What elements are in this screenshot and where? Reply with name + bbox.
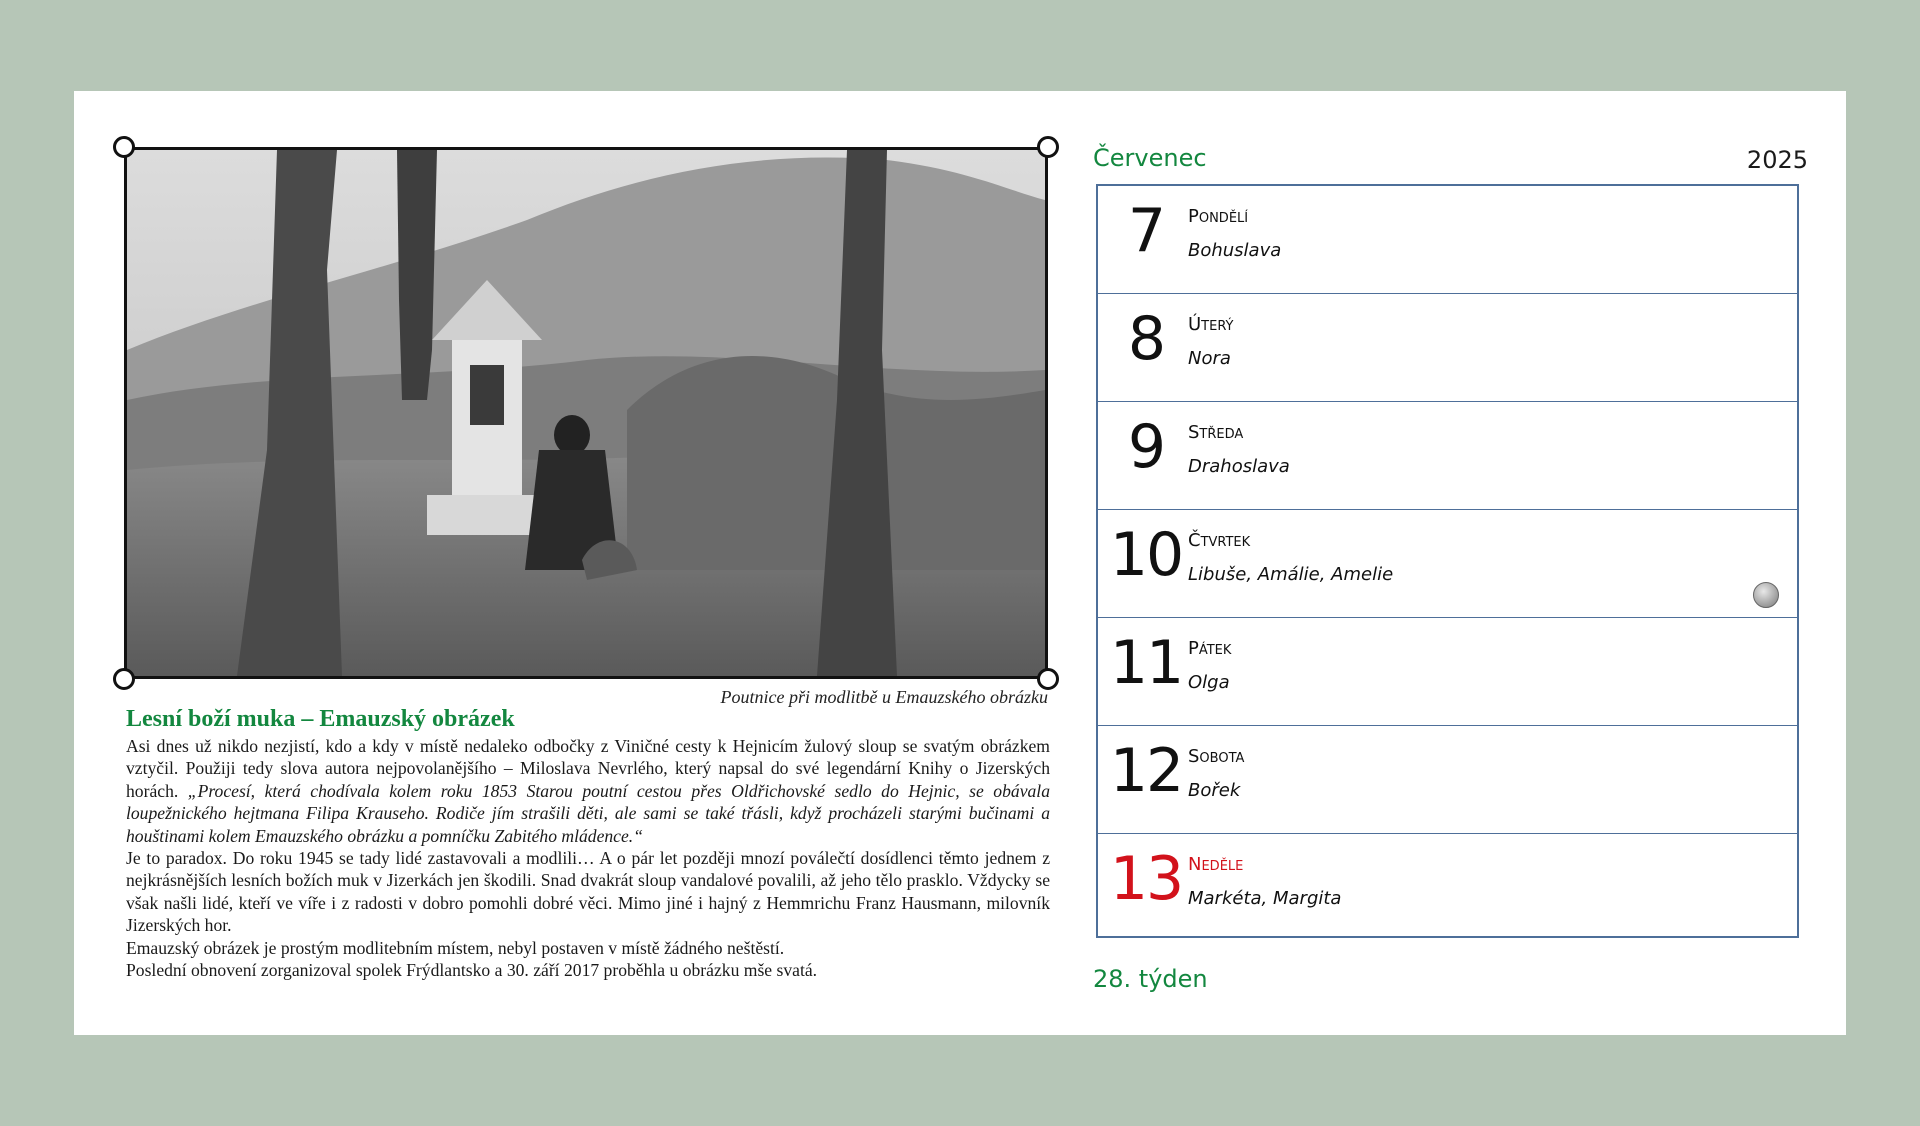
article-text: Asi dnes už nikdo nezjistí, kdo a kdy v místě nedaleko odbočky z Viničné cesty k Hejnicím žulový sloup se svatým obrázkem vztyčil. Použiji tedy slova autora nejpovolanějšího – Miloslava Nevrlého, který napsal do své legendární Knihy o Jizerských horách.: [126, 736, 1050, 801]
name-day: Olga: [1188, 672, 1230, 693]
day-name: Středa: [1188, 422, 1244, 443]
name-day: Bohuslava: [1188, 240, 1282, 261]
article-paragraph: Poslední obnovení zorganizoval spolek Frýdlantsko a 30. září 2017 proběhla u obrázku mše svatá.: [126, 960, 818, 981]
day-name: Sobota: [1188, 746, 1245, 767]
photo-corner: [1037, 136, 1059, 158]
day-number: 12: [1109, 736, 1183, 806]
day-name: Úterý: [1188, 314, 1234, 335]
article-paragraph: Emauzský obrázek je prostým modlitebním místem, nebyl postaven v místě žádného neštěstí.: [126, 937, 785, 958]
day-name: Neděle: [1188, 854, 1244, 875]
day-name: Čtvrtek: [1188, 530, 1251, 551]
full-moon-icon: [1753, 582, 1779, 608]
day-name: Pátek: [1188, 638, 1232, 659]
day-row: [1098, 186, 1797, 294]
day-row: [1098, 402, 1797, 510]
name-day: Drahoslava: [1188, 456, 1290, 477]
article-title: Lesní boží muka – Emauzský obrázek: [126, 706, 515, 732]
article-paragraph: [126, 735, 1050, 847]
name-day: Libuše, Amálie, Amelie: [1188, 564, 1394, 585]
day-name: Pondělí: [1188, 206, 1249, 227]
article-quote: „Procesí, která chodívala kolem roku 1853 Starou poutní cestou přes Oldřichovské sedlo do Hejnic, se obávala loupežnického hejtmana Filipa Krauseho. Rodiče jím strašili děti, ale sami se také třásli, když procházeli starými bučinami a houštinami kolem Emauzského obrázku a pomníčku Zabitého mládence.“: [126, 780, 1050, 846]
name-day: Nora: [1188, 348, 1231, 369]
day-number: 11: [1109, 628, 1183, 698]
week-number: 28. týden: [1093, 965, 1208, 993]
photo-illustration: [127, 150, 1045, 676]
day-number: 13: [1109, 844, 1183, 914]
day-number: 7: [1127, 196, 1165, 266]
year-label: 2025: [1746, 146, 1808, 174]
article-body: [126, 735, 1050, 981]
photo-caption: Poutnice při modlitbě u Emauzského obrázku: [720, 687, 1048, 707]
name-day: Markéta, Margita: [1188, 888, 1342, 909]
photo-corner: [113, 136, 135, 158]
week-grid: [1096, 184, 1799, 938]
day-number: 9: [1127, 412, 1165, 482]
calendar-page: [74, 91, 1846, 1035]
day-row: [1098, 510, 1797, 618]
day-number: 8: [1127, 304, 1165, 374]
month-title: Červenec: [1093, 144, 1207, 172]
photo: [124, 147, 1048, 679]
day-row: [1098, 726, 1797, 834]
day-number: 10: [1109, 520, 1183, 590]
day-row-sunday: [1098, 834, 1797, 942]
name-day: Bořek: [1188, 780, 1241, 801]
day-row: [1098, 294, 1797, 402]
article-paragraph: Je to paradox. Do roku 1945 se tady lidé zastavovali a modlili… A o pár let později mnozí poválečtí dosídlenci těmto jednem z nejkrásnějších lesních božích muk v Jizerkách jen škodili. Snad dvakrát sloup vandalové povalili, až jeho tělo prasklo. Vždycky se však našli lidé, kteří ve víře i z radosti v dobro pomohli dobré věci. Mimo jiné i hajný z Hemmrichu Franz Hausmann, milovník Jizerských hor.: [126, 848, 1050, 936]
day-row: [1098, 618, 1797, 726]
